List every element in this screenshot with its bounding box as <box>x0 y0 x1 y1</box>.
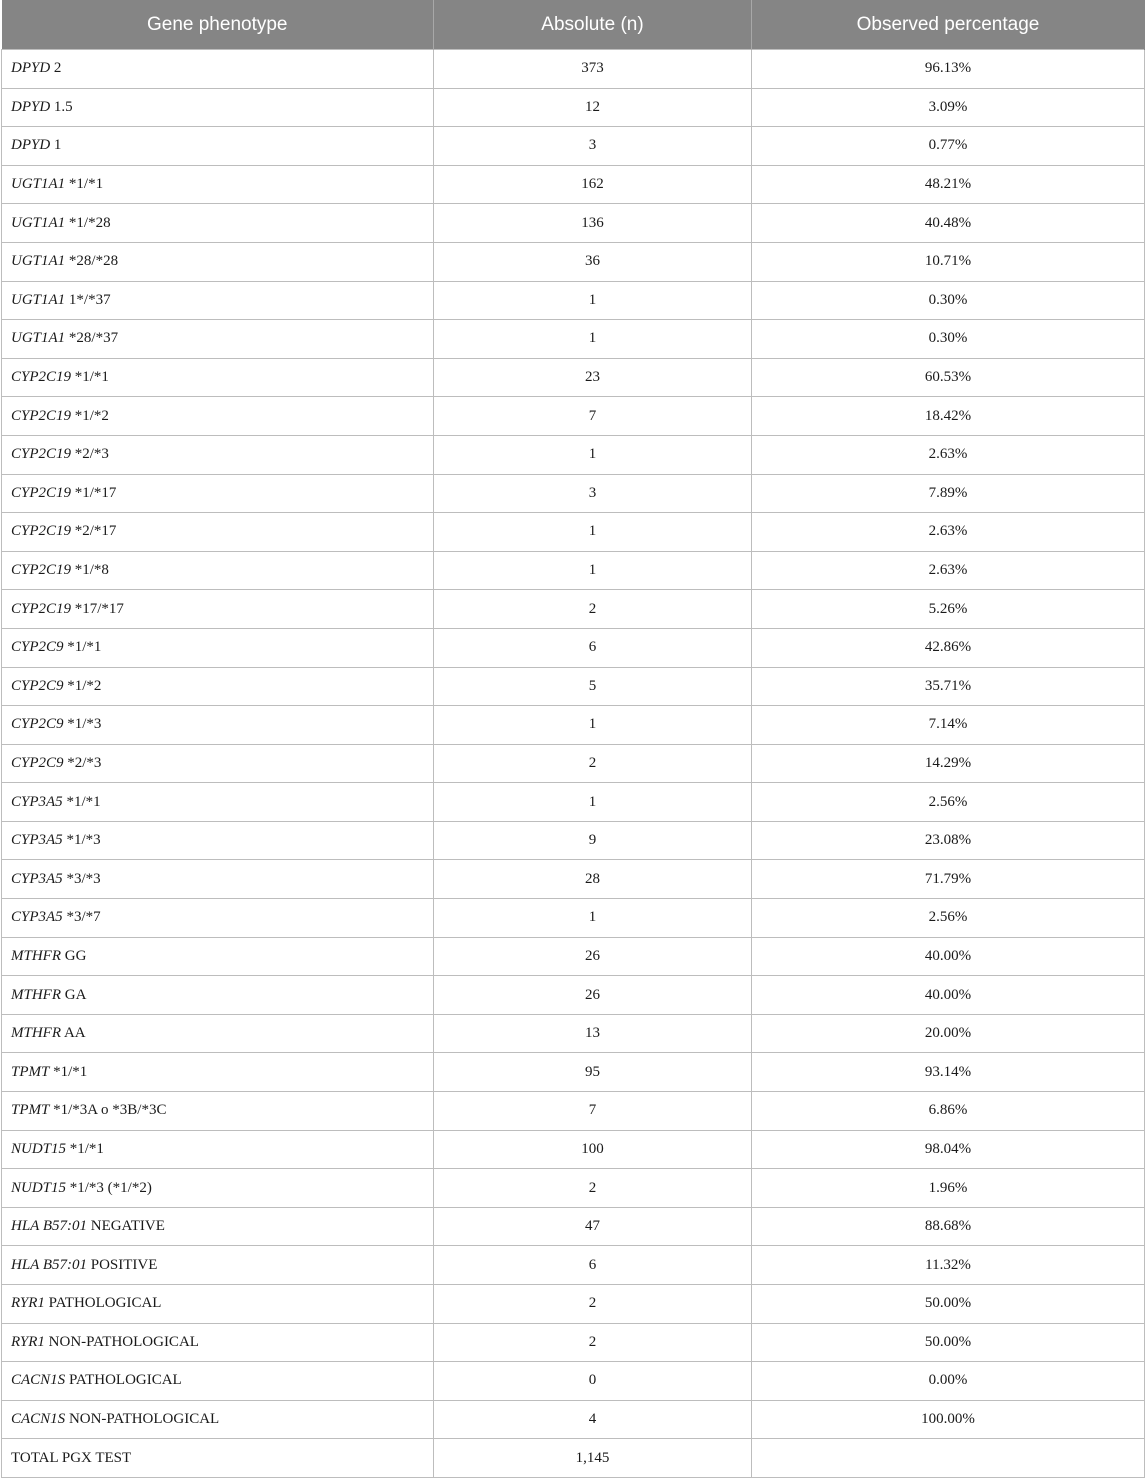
gene-phenotype-cell <box>2 358 434 397</box>
observed-percentage-cell: 50.00% <box>752 1285 1145 1324</box>
table-row <box>2 667 1145 706</box>
gene-phenotype-cell <box>2 242 434 281</box>
gene-name: DPYD <box>11 137 51 154</box>
observed-percentage-cell: 0.30% <box>752 320 1145 359</box>
variant-label: *1/*3A o *3B/*3C <box>53 1102 167 1119</box>
gene-name: UGT1A1 <box>11 291 66 308</box>
observed-percentage-cell: 96.13% <box>752 50 1145 89</box>
variant-label: PATHOLOGICAL <box>48 1295 162 1312</box>
table-row <box>2 1130 1145 1169</box>
absolute-n-cell: 26 <box>434 937 752 976</box>
gene-name: CYP2C19 <box>11 600 72 617</box>
gene-name: CYP2C19 <box>11 523 72 540</box>
absolute-n-cell: 7 <box>434 1092 752 1131</box>
gene-phenotype-cell <box>2 628 434 667</box>
gene-phenotype-cell <box>2 165 434 204</box>
gene-phenotype-cell <box>2 1207 434 1246</box>
variant-label: *2/*3 <box>67 754 102 771</box>
absolute-n-cell: 95 <box>434 1053 752 1092</box>
gene-phenotype-table <box>1 0 1145 1478</box>
observed-percentage-cell: 2.56% <box>752 899 1145 938</box>
table-row <box>2 976 1145 1015</box>
absolute-n-cell: 1 <box>434 899 752 938</box>
gene-name: CYP2C19 <box>11 407 72 424</box>
gene-name: HLA B57:01 <box>11 1218 87 1235</box>
gene-phenotype-cell <box>2 435 434 474</box>
absolute-n-cell: 26 <box>434 976 752 1015</box>
table-row <box>2 1092 1145 1131</box>
gene-phenotype-cell <box>2 1014 434 1053</box>
variant-label: NEGATIVE <box>90 1218 165 1235</box>
table-row <box>2 1246 1145 1285</box>
absolute-n-cell: 1 <box>434 551 752 590</box>
variant-label: *2/*3 <box>74 446 109 463</box>
variant-label: AA <box>63 1025 86 1042</box>
observed-percentage-cell: 1.96% <box>752 1169 1145 1208</box>
observed-percentage-cell: 0.30% <box>752 281 1145 320</box>
absolute-n-cell: 2 <box>434 1169 752 1208</box>
gene-phenotype-cell <box>2 1246 434 1285</box>
variant-label: *1/*17 <box>74 484 117 501</box>
observed-percentage-cell: 10.71% <box>752 242 1145 281</box>
gene-phenotype-cell <box>2 1285 434 1324</box>
absolute-n-cell: 100 <box>434 1130 752 1169</box>
gene-name: CYP2C19 <box>11 562 72 579</box>
table-row <box>2 320 1145 359</box>
observed-percentage-cell: 48.21% <box>752 165 1145 204</box>
observed-percentage-cell: 40.48% <box>752 204 1145 243</box>
observed-percentage-cell: 7.14% <box>752 706 1145 745</box>
table-row <box>2 127 1145 166</box>
table-row <box>2 1207 1145 1246</box>
variant-label: *1/*2 <box>74 407 109 424</box>
absolute-n-cell: 4 <box>434 1400 752 1439</box>
gene-name: DPYD <box>11 98 51 115</box>
gene-phenotype-cell <box>2 1400 434 1439</box>
variant-label: *1/*1 <box>53 1063 88 1080</box>
gene-phenotype-cell <box>2 320 434 359</box>
gene-phenotype-cell <box>2 1323 434 1362</box>
table-row <box>2 1053 1145 1092</box>
absolute-n-cell: 6 <box>434 628 752 667</box>
observed-percentage-cell: 0.77% <box>752 127 1145 166</box>
observed-percentage-cell: 88.68% <box>752 1207 1145 1246</box>
table-row <box>2 435 1145 474</box>
variant-label: *1/*1 <box>67 639 102 656</box>
gene-phenotype-cell <box>2 821 434 860</box>
variant-label: *1/*3 <box>66 832 101 849</box>
absolute-n-cell: 23 <box>434 358 752 397</box>
absolute-n-cell: 2 <box>434 590 752 629</box>
variant-label: *2/*17 <box>74 523 117 540</box>
gene-name: DPYD <box>11 60 51 77</box>
observed-percentage-cell: 7.89% <box>752 474 1145 513</box>
absolute-n-cell: 47 <box>434 1207 752 1246</box>
gene-name: CYP2C9 <box>11 639 64 656</box>
absolute-n-cell: 162 <box>434 165 752 204</box>
observed-percentage-cell: 71.79% <box>752 860 1145 899</box>
header-row <box>2 1 1145 50</box>
gene-name: RYR1 <box>11 1333 45 1350</box>
observed-percentage-cell <box>752 1439 1145 1478</box>
variant-label: 1.5 <box>53 98 73 115</box>
gene-phenotype-cell <box>2 976 434 1015</box>
gene-name: CYP3A5 <box>11 793 63 810</box>
absolute-n-cell: 136 <box>434 204 752 243</box>
absolute-n-cell: 12 <box>434 88 752 127</box>
observed-percentage-cell: 100.00% <box>752 1400 1145 1439</box>
absolute-n-cell: 1 <box>434 435 752 474</box>
gene-name: CYP2C19 <box>11 484 72 501</box>
table-row <box>2 1014 1145 1053</box>
observed-percentage-cell: 2.63% <box>752 551 1145 590</box>
gene-phenotype-cell <box>2 706 434 745</box>
table-row <box>2 628 1145 667</box>
absolute-n-cell: 1 <box>434 706 752 745</box>
variant-label: GA <box>64 986 87 1003</box>
table-body <box>2 50 1145 1478</box>
gene-phenotype-cell <box>2 513 434 552</box>
gene-name: HLA B57:01 <box>11 1256 87 1273</box>
table-row <box>2 474 1145 513</box>
absolute-n-cell: 373 <box>434 50 752 89</box>
table-row <box>2 860 1145 899</box>
variant-label: *3/*7 <box>66 909 101 926</box>
absolute-n-cell: 1 <box>434 783 752 822</box>
absolute-n-cell: 5 <box>434 667 752 706</box>
gene-phenotype-cell <box>2 88 434 127</box>
absolute-n-cell: 7 <box>434 397 752 436</box>
table-row <box>2 165 1145 204</box>
gene-name: CYP2C19 <box>11 446 72 463</box>
gene-phenotype-cell <box>2 281 434 320</box>
gene-name: CYP2C9 <box>11 677 64 694</box>
gene-phenotype-cell <box>2 1439 434 1478</box>
observed-percentage-cell: 2.56% <box>752 783 1145 822</box>
absolute-n-cell: 1,145 <box>434 1439 752 1478</box>
absolute-n-cell: 13 <box>434 1014 752 1053</box>
observed-percentage-cell: 6.86% <box>752 1092 1145 1131</box>
gene-name: CACN1S <box>11 1372 66 1389</box>
gene-name: NUDT15 <box>11 1179 67 1196</box>
observed-percentage-cell: 35.71% <box>752 667 1145 706</box>
table-row <box>2 744 1145 783</box>
table-row <box>2 551 1145 590</box>
gene-name: UGT1A1 <box>11 330 66 347</box>
gene-name: TPMT <box>11 1102 50 1119</box>
observed-percentage-cell: 42.86% <box>752 628 1145 667</box>
gene-name: RYR1 <box>11 1295 45 1312</box>
variant-label: *1/*1 <box>66 793 101 810</box>
gene-phenotype-cell <box>2 590 434 629</box>
header-observed-percentage: Observed percentage <box>752 1 1145 50</box>
variant-label: *17/*17 <box>74 600 124 617</box>
variant-label: *1/*8 <box>74 562 109 579</box>
gene-phenotype-cell <box>2 667 434 706</box>
observed-percentage-cell: 2.63% <box>752 435 1145 474</box>
table-row <box>2 783 1145 822</box>
observed-percentage-cell: 14.29% <box>752 744 1145 783</box>
gene-phenotype-cell <box>2 127 434 166</box>
table-header <box>2 1 1145 50</box>
gene-phenotype-cell <box>2 1053 434 1092</box>
variant-label: 1 <box>53 137 62 154</box>
observed-percentage-cell: 40.00% <box>752 937 1145 976</box>
observed-percentage-cell: 3.09% <box>752 88 1145 127</box>
gene-name: UGT1A1 <box>11 253 66 270</box>
gene-phenotype-cell <box>2 744 434 783</box>
observed-percentage-cell: 18.42% <box>752 397 1145 436</box>
absolute-n-cell: 1 <box>434 320 752 359</box>
gene-phenotype-cell <box>2 783 434 822</box>
gene-name: CACN1S <box>11 1411 66 1428</box>
gene-phenotype-cell <box>2 1362 434 1401</box>
observed-percentage-cell: 11.32% <box>752 1246 1145 1285</box>
gene-phenotype-cell <box>2 899 434 938</box>
table-row <box>2 1400 1145 1439</box>
table-row <box>2 937 1145 976</box>
header-gene-phenotype: Gene phenotype <box>2 1 434 50</box>
gene-name: CYP3A5 <box>11 870 63 887</box>
gene-name: MTHFR <box>11 986 61 1003</box>
gene-phenotype-cell <box>2 551 434 590</box>
gene-name: CYP3A5 <box>11 832 63 849</box>
gene-phenotype-cell <box>2 204 434 243</box>
variant-label: *1/*1 <box>68 176 104 193</box>
gene-phenotype-cell <box>2 937 434 976</box>
gene-phenotype-cell <box>2 397 434 436</box>
observed-percentage-cell: 60.53% <box>752 358 1145 397</box>
variant-label: PATHOLOGICAL <box>68 1372 182 1389</box>
gene-name: TPMT <box>11 1063 50 1080</box>
gene-name: UGT1A1 <box>11 214 66 231</box>
variant-label: *1/*3 (*1/*2) <box>69 1179 152 1196</box>
table-row <box>2 1439 1145 1478</box>
table-row <box>2 706 1145 745</box>
absolute-n-cell: 28 <box>434 860 752 899</box>
absolute-n-cell: 3 <box>434 474 752 513</box>
observed-percentage-cell: 40.00% <box>752 976 1145 1015</box>
observed-percentage-cell: 93.14% <box>752 1053 1145 1092</box>
gene-phenotype-cell <box>2 1092 434 1131</box>
variant-label: *28/*28 <box>68 253 119 270</box>
table-row <box>2 1323 1145 1362</box>
variant-label: *1/*1 <box>69 1140 104 1157</box>
absolute-n-cell: 36 <box>434 242 752 281</box>
gene-name: CYP2C19 <box>11 369 72 386</box>
table-row <box>2 397 1145 436</box>
gene-name: CYP2C9 <box>11 754 64 771</box>
observed-percentage-cell: 5.26% <box>752 590 1145 629</box>
variant-label: *3/*3 <box>66 870 101 887</box>
gene-phenotype-cell <box>2 474 434 513</box>
observed-percentage-cell: 0.00% <box>752 1362 1145 1401</box>
gene-phenotype-cell <box>2 50 434 89</box>
gene-name: CYP2C9 <box>11 716 64 733</box>
table-row <box>2 590 1145 629</box>
header-absolute-n: Absolute (n) <box>434 1 752 50</box>
variant-label: *1/*28 <box>68 214 111 231</box>
observed-percentage-cell: 50.00% <box>752 1323 1145 1362</box>
variant-label: NON-PATHOLOGICAL <box>68 1411 220 1428</box>
absolute-n-cell: 1 <box>434 281 752 320</box>
variant-label: *1/*1 <box>74 369 109 386</box>
variant-label: *1/*2 <box>67 677 102 694</box>
table-row <box>2 1285 1145 1324</box>
absolute-n-cell: 3 <box>434 127 752 166</box>
observed-percentage-cell: 20.00% <box>752 1014 1145 1053</box>
variant-label: *1/*3 <box>67 716 102 733</box>
table-row <box>2 821 1145 860</box>
variant-label: 1*/*37 <box>68 291 111 308</box>
table-row <box>2 204 1145 243</box>
absolute-n-cell: 9 <box>434 821 752 860</box>
variant-label: TOTAL PGX TEST <box>11 1449 132 1466</box>
observed-percentage-cell: 98.04% <box>752 1130 1145 1169</box>
gene-name: NUDT15 <box>11 1140 67 1157</box>
gene-name: MTHFR <box>11 1025 61 1042</box>
table-row <box>2 358 1145 397</box>
absolute-n-cell: 2 <box>434 1285 752 1324</box>
absolute-n-cell: 2 <box>434 1323 752 1362</box>
variant-label: NON-PATHOLOGICAL <box>48 1333 199 1350</box>
variant-label: *28/*37 <box>68 330 119 347</box>
table-row <box>2 513 1145 552</box>
absolute-n-cell: 1 <box>434 513 752 552</box>
gene-phenotype-cell <box>2 860 434 899</box>
table-row <box>2 281 1145 320</box>
variant-label: 2 <box>53 60 62 77</box>
table-row <box>2 50 1145 89</box>
table-row <box>2 242 1145 281</box>
absolute-n-cell: 2 <box>434 744 752 783</box>
absolute-n-cell: 0 <box>434 1362 752 1401</box>
gene-name: UGT1A1 <box>11 176 66 193</box>
table-row <box>2 899 1145 938</box>
variant-label: GG <box>64 947 87 964</box>
gene-name: CYP3A5 <box>11 909 63 926</box>
gene-phenotype-cell <box>2 1169 434 1208</box>
gene-phenotype-cell <box>2 1130 434 1169</box>
observed-percentage-cell: 23.08% <box>752 821 1145 860</box>
observed-percentage-cell: 2.63% <box>752 513 1145 552</box>
table-row <box>2 88 1145 127</box>
table-row <box>2 1169 1145 1208</box>
variant-label: POSITIVE <box>90 1256 158 1273</box>
gene-name: MTHFR <box>11 947 61 964</box>
absolute-n-cell: 6 <box>434 1246 752 1285</box>
table-row <box>2 1362 1145 1401</box>
